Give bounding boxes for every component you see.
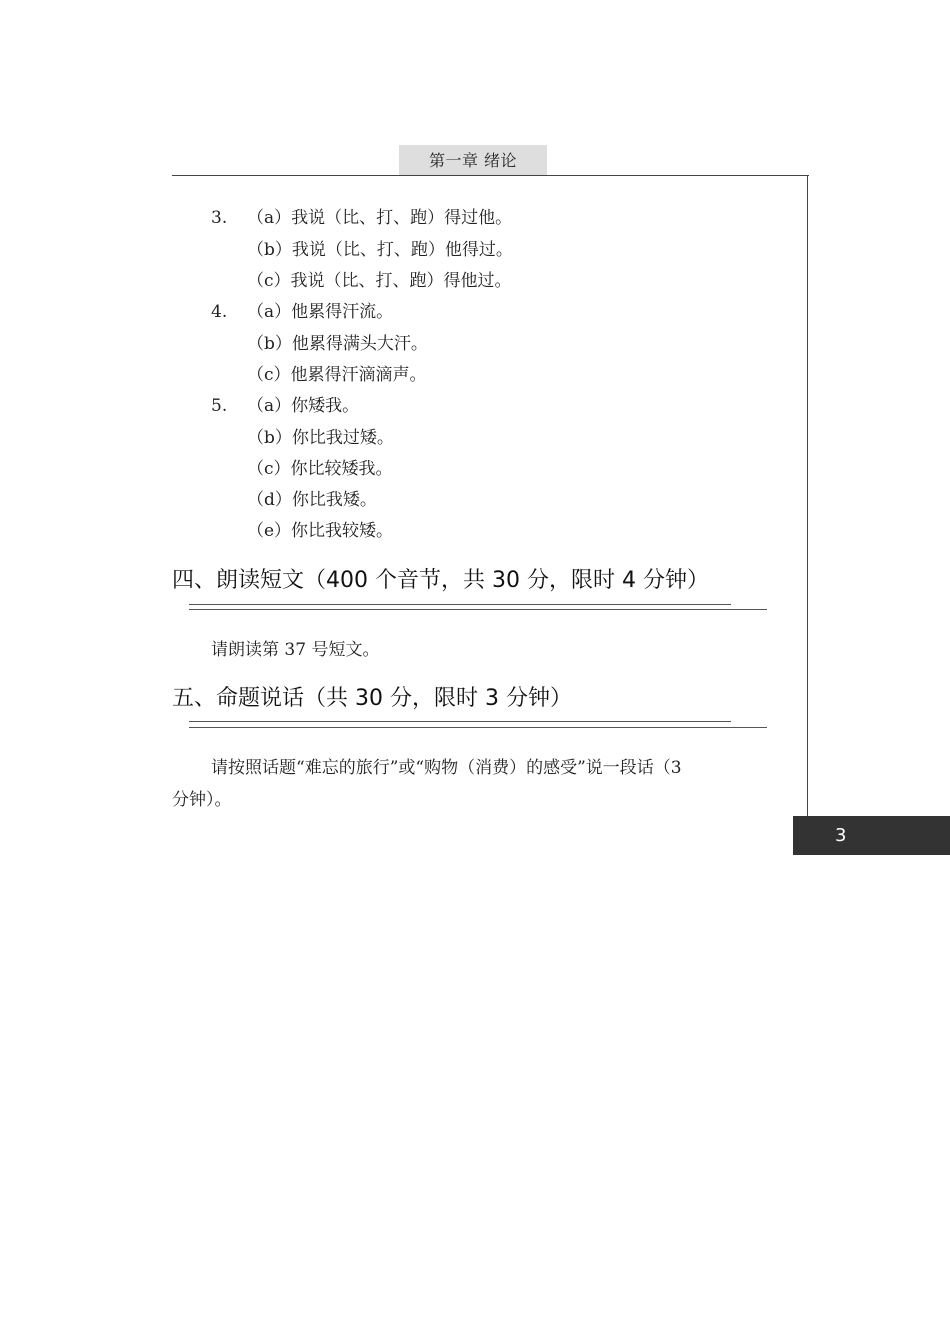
section-4-body: 请朗读第 37 号短文。 (211, 640, 380, 660)
exercise-option: （c）他累得汗滴滴声。 (247, 365, 427, 385)
exercise-option: （b）你比我过矮。 (247, 428, 394, 448)
section-5-rule-lower (189, 727, 767, 728)
exercise-option: （b）我说（比、打、跑）他得过。 (247, 240, 513, 260)
section-5-body-line-2: 分钟）。 (172, 790, 232, 810)
section-5-rule-upper (189, 721, 731, 722)
section-4-rule-lower (189, 609, 767, 610)
exercise-number: 3. (211, 208, 228, 228)
section-5-body-line-1: 请按照话题“难忘的旅行”或“购物（消费）的感受”说一段话（3 (211, 758, 682, 778)
section-4-rule-upper (189, 604, 731, 605)
section-4-title: 四、朗读短文（400 个音节，共 30 分，限时 4 分钟） (172, 568, 709, 593)
exercise-option: （a）你矮我。 (247, 396, 360, 416)
exercise-option: （a）他累得汗流。 (247, 302, 394, 322)
page-number-tab (793, 816, 950, 855)
page-number: 3 (835, 825, 847, 846)
exercise-number: 4. (211, 302, 228, 322)
header-rule (172, 175, 809, 176)
chapter-header: 第一章 绪论 (399, 145, 547, 176)
exercise-number: 5. (211, 396, 228, 416)
exercise-option: （c）我说（比、打、跑）得他过。 (247, 271, 512, 291)
exercise-option: （c）你比较矮我。 (247, 459, 393, 479)
section-5-title: 五、命题说话（共 30 分，限时 3 分钟） (172, 686, 572, 711)
exercise-option: （e）你比我较矮。 (247, 521, 394, 541)
exercise-option: （b）他累得满头大汗。 (247, 334, 428, 354)
exercise-option: （d）你比我矮。 (247, 490, 377, 510)
page-frame-right (807, 175, 808, 818)
exercise-option: （a）我说（比、打、跑）得过他。 (247, 208, 513, 228)
